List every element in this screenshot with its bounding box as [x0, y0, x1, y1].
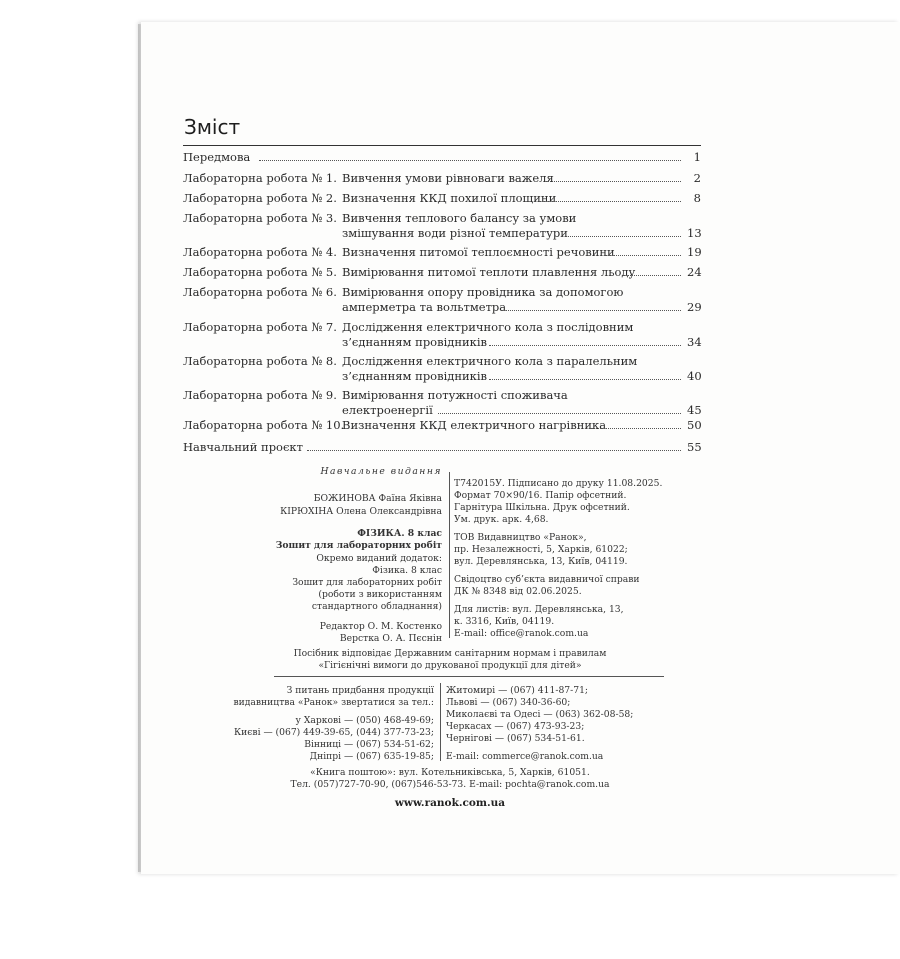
heading-rule [183, 145, 701, 146]
toc-entry-title-cont: з’єднанням провідників [342, 369, 488, 383]
mail-order-line: Тел. (057)727-70-90, (067)546-53-73. E-mail: pochta@ranok.com.ua [290, 779, 610, 790]
supplement-line: Фізика. 8 клас [372, 565, 442, 576]
toc-entry-label: Лабораторна робота № 4. [183, 245, 337, 259]
supplement-line: стандартного обладнання) [311, 601, 442, 612]
phone-line: Черкасах — (067) 473-93-23; [446, 721, 585, 732]
toc-leader-dots [489, 369, 681, 380]
toc-leader-dots [546, 171, 681, 182]
toc-page-number: 1 [693, 150, 701, 164]
toc-entry-label: Лабораторна робота № 2. [183, 191, 337, 205]
toc-entry-title-cont: змішування води різної температури [342, 226, 568, 240]
toc-page-number: 55 [687, 440, 702, 454]
toc-heading: Зміст [184, 115, 241, 139]
toc-leader-dots [502, 300, 681, 311]
print-line: Гарнітура Шкільна. Друк офсетний. [454, 502, 630, 513]
letters-line: Для листів: вул. Деревлянська, 13, [454, 604, 624, 615]
supplement-line: Зошит для лабораторних робіт [292, 577, 442, 588]
toc-entry-label: Лабораторна робота № 3. [183, 211, 337, 225]
toc-page-number: 45 [687, 403, 702, 417]
book-subtitle: Зошит для лабораторних робіт [275, 540, 442, 551]
mail-order-line: «Книга поштою»: вул. Котельниківська, 5, Харків, 61051. [310, 767, 590, 778]
contacts-divider [440, 683, 441, 761]
toc-page-number: 29 [687, 300, 702, 314]
toc-leader-dots [259, 150, 681, 161]
toc-page-number: 24 [687, 265, 702, 279]
phone-line: Дніпрі — (067) 635-19-85; [309, 751, 434, 762]
compliance-line: «Гігієнічні вимоги до друкованої продукції для дітей» [318, 660, 582, 671]
contacts-rule [274, 676, 664, 677]
letters-line: к. 3316, Київ, 04119. [454, 616, 555, 627]
phone-line: Миколаєві та Одесі — (063) 362-08-58; [446, 709, 634, 720]
edition-type: Навчальне видання [320, 466, 442, 477]
toc-entry-title: Дослідження електричного кола з послідовним [342, 320, 634, 334]
author-2: КІРЮХІНА Олена Олександрівна [280, 506, 442, 517]
toc-page-number: 13 [687, 226, 702, 240]
layout-credit: Верстка О. А. Пєснін [339, 633, 442, 644]
editor-credit: Редактор О. М. Костенко [319, 621, 442, 632]
toc-entry[interactable] [183, 388, 701, 418]
toc-entry-title: Визначення питомої теплоємності речовини [342, 245, 615, 259]
author-1: БОЖИНОВА Фаїна Яківна [313, 493, 442, 504]
toc-entry-title: Вимірювання потужності споживача [342, 388, 568, 402]
publisher-line: вул. Деревлянська, 13, Київ, 04119. [454, 556, 628, 567]
toc-entry-title-cont: електроенергії [342, 403, 433, 417]
toc-entry-title-cont: з’єднанням провідників [342, 335, 488, 349]
toc-entry-label: Лабораторна робота № 8. [183, 354, 337, 368]
toc-entry-title: Визначення ККД похилої площини [342, 191, 557, 205]
toc-entry-label: Лабораторна робота № 9. [183, 388, 337, 402]
toc-entry[interactable] [183, 285, 701, 315]
toc-page-number: 19 [687, 245, 702, 259]
toc-leader-dots [307, 440, 681, 451]
print-line: Формат 70×90/16. Папір офсетний. [454, 490, 627, 501]
toc-leader-dots [591, 418, 681, 429]
toc-leader-dots [438, 403, 681, 414]
toc-leader-dots [540, 191, 681, 202]
print-line: Т742015У. Підписано до друку 11.08.2025. [454, 478, 663, 489]
toc-entry[interactable] [183, 320, 701, 350]
toc-entry-label: Лабораторна робота № 6. [183, 285, 337, 299]
toc-entry-label: Навчальний проєкт [183, 440, 303, 454]
toc-page-number: 2 [693, 171, 701, 185]
toc-entry[interactable] [183, 211, 701, 241]
toc-leader-dots [489, 335, 681, 346]
toc-leader-dots [623, 265, 681, 276]
contacts-intro: З питань придбання продукції [286, 685, 434, 696]
toc-entry[interactable] [183, 440, 701, 455]
toc-entry-title: Дослідження електричного кола з паралельним [342, 354, 638, 368]
toc-page-number: 34 [687, 335, 702, 349]
toc-entry-label: Лабораторна робота № 10. [183, 418, 345, 432]
phone-line: Києві — (067) 449-39-65, (044) 377-73-23; [234, 727, 434, 738]
publisher-line: ТОВ Видавництво «Ранок», [454, 532, 587, 543]
toc-entry[interactable] [183, 265, 701, 280]
toc-entry[interactable] [183, 418, 701, 433]
toc-entry[interactable] [183, 171, 701, 186]
publisher-line: пр. Незалежності, 5, Харків, 61022; [454, 544, 628, 555]
toc-entry-label: Лабораторна робота № 1. [183, 171, 337, 185]
phone-line: у Харкові — (050) 468-49-69; [295, 715, 434, 726]
toc-entry[interactable] [183, 150, 701, 165]
toc-page-number: 8 [693, 191, 701, 205]
compliance-line: Посібник відповідає Державним санітарним нормам і правилам [293, 648, 607, 659]
contacts-intro: видавництва «Ранок» звертатися за тел.: [233, 697, 434, 708]
phone-line: Житомирі — (067) 411-87-71; [446, 685, 589, 696]
toc-entry-title: Вимірювання опору провідника за допомогою [342, 285, 624, 299]
phone-line: Львові — (067) 340-36-60; [446, 697, 571, 708]
toc-entry-label: Лабораторна робота № 5. [183, 265, 337, 279]
toc-entry-title: Визначення ККД електричного нагрівника [342, 418, 607, 432]
toc-entry-title: Вивчення теплового балансу за умови [342, 211, 577, 225]
phone-line: Вінниці — (067) 534-51-62; [304, 739, 434, 750]
toc-entry[interactable] [183, 191, 701, 206]
supplement-line: (роботи з використанням [318, 589, 442, 600]
letters-line: E-mail: office@ranok.com.ua [454, 628, 589, 639]
commerce-email[interactable]: E-mail: commerce@ranok.com.ua [446, 751, 604, 762]
certificate-line: ДК № 8348 від 02.06.2025. [454, 586, 582, 597]
website-link[interactable]: www.ranok.com.ua [394, 797, 506, 809]
toc-leader-dots [604, 245, 681, 256]
toc-entry-label: Лабораторна робота № 7. [183, 320, 337, 334]
imprint-divider [449, 472, 450, 638]
toc-page-number: 40 [687, 369, 702, 383]
toc-entry-label: Передмова [183, 150, 251, 164]
certificate-line: Свідоцтво суб’єкта видавничої справи [454, 574, 640, 585]
book-title: ФІЗИКА. 8 клас [357, 528, 442, 539]
toc-entry[interactable] [183, 245, 701, 260]
toc-entry-title-cont: амперметра та вольтметра [342, 300, 507, 314]
phone-line: Чернігові — (067) 534-51-61. [446, 733, 585, 744]
toc-entry-title: Вимірювання питомої теплоти плавлення льоду [342, 265, 636, 279]
toc-leader-dots [566, 226, 681, 237]
supplement-line: Окремо виданий додаток: [316, 553, 442, 564]
toc-page-number: 50 [687, 418, 702, 432]
toc-entry-title: Вивчення умови рівноваги важеля [342, 171, 554, 185]
toc-entry[interactable] [183, 354, 701, 384]
print-line: Ум. друк. арк. 4,68. [454, 514, 549, 525]
